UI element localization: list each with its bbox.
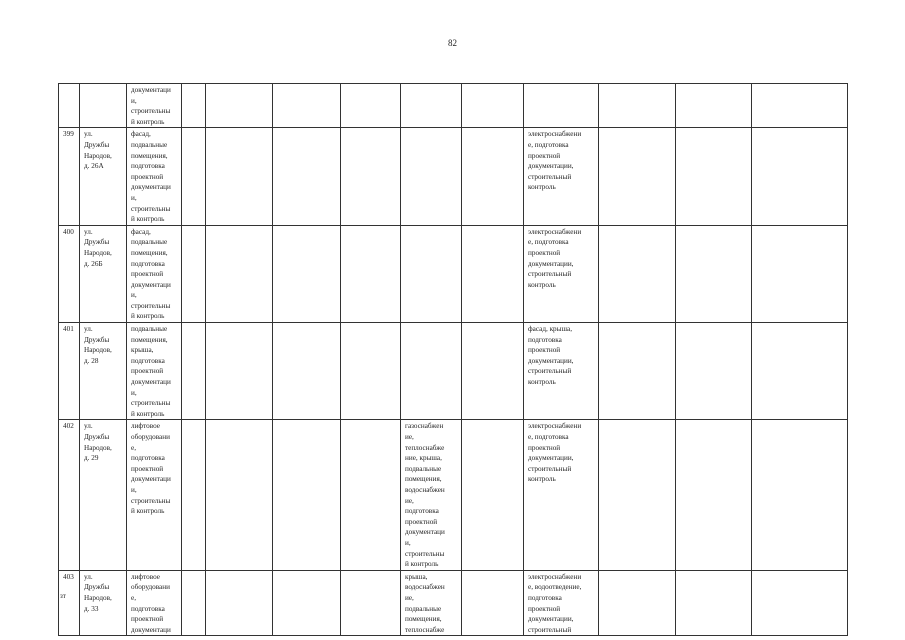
address-cell: ул. Дружбы Народов, д. 29 bbox=[80, 420, 127, 570]
work-type-cell bbox=[401, 128, 462, 225]
empty-cell bbox=[273, 84, 341, 128]
empty-cell bbox=[206, 128, 273, 225]
empty-cell bbox=[341, 420, 401, 570]
empty-cell bbox=[752, 84, 848, 128]
work-type-cell bbox=[524, 84, 599, 128]
empty-cell bbox=[273, 570, 341, 636]
empty-cell bbox=[273, 323, 341, 420]
repair-schedule-table bbox=[58, 83, 848, 636]
empty-cell bbox=[341, 128, 401, 225]
empty-cell bbox=[206, 570, 273, 636]
table-row bbox=[59, 420, 848, 570]
row-number-cell bbox=[59, 84, 80, 128]
work-type-cell: электроснабжени е, водоотведение, подготовка проектной документации, строительный bbox=[524, 570, 599, 636]
empty-cell bbox=[206, 420, 273, 570]
empty-cell bbox=[676, 570, 752, 636]
table-row bbox=[59, 225, 848, 322]
page-number: 82 bbox=[448, 38, 457, 48]
empty-cell bbox=[341, 225, 401, 322]
empty-cell bbox=[599, 323, 676, 420]
work-type-cell: фасад, подвальные помещения, подготовка проектной документаци и, строительны й контроль bbox=[127, 225, 182, 322]
empty-cell bbox=[676, 84, 752, 128]
work-type-cell: лифтовое оборудовани е, подготовка проектной документаци и, строительны й контроль bbox=[127, 420, 182, 570]
empty-cell bbox=[752, 225, 848, 322]
row-number-cell: 402 bbox=[59, 420, 80, 570]
empty-cell bbox=[752, 570, 848, 636]
address-cell: ул. Дружбы Народов, д. 33 bbox=[80, 570, 127, 636]
work-type-cell: электроснабжени е, подготовка проектной документации, строительный контроль bbox=[524, 225, 599, 322]
empty-cell bbox=[206, 225, 273, 322]
empty-cell bbox=[676, 323, 752, 420]
work-type-cell: документаци и, строительны й контроль bbox=[127, 84, 182, 128]
table-row bbox=[59, 84, 848, 128]
empty-cell bbox=[341, 84, 401, 128]
row-number-cell: 399 bbox=[59, 128, 80, 225]
work-type-cell: подвальные помещения, крыша, подготовка проектной документаци и, строительны й контроль bbox=[127, 323, 182, 420]
empty-cell bbox=[676, 225, 752, 322]
empty-cell bbox=[182, 225, 206, 322]
empty-cell bbox=[462, 84, 524, 128]
empty-cell bbox=[676, 420, 752, 570]
empty-cell bbox=[676, 128, 752, 225]
address-cell: ул. Дружбы Народов, д. 26Б bbox=[80, 225, 127, 322]
work-type-cell: фасад, подвальные помещения, подготовка проектной документаци и, строительны й контроль bbox=[127, 128, 182, 225]
address-cell: ул. Дружбы Народов, д. 26А bbox=[80, 128, 127, 225]
work-type-cell: лифтовое оборудовани е, подготовка проектной документаци bbox=[127, 570, 182, 636]
work-type-cell: электроснабжени е, подготовка проектной документации, строительный контроль bbox=[524, 420, 599, 570]
empty-cell bbox=[341, 323, 401, 420]
work-type-cell: газоснабжен ие, теплоснабже ние, крыша, подвальные помещения, водоснабжен ие, подготовка проектной документаци и, строительны й контроль bbox=[401, 420, 462, 570]
work-type-cell: электроснабжени е, подготовка проектной документации, строительный контроль bbox=[524, 128, 599, 225]
empty-cell bbox=[599, 84, 676, 128]
address-cell bbox=[80, 84, 127, 128]
empty-cell bbox=[341, 570, 401, 636]
empty-cell bbox=[206, 84, 273, 128]
empty-cell bbox=[462, 570, 524, 636]
empty-cell bbox=[273, 225, 341, 322]
empty-cell bbox=[462, 128, 524, 225]
work-type-cell bbox=[401, 84, 462, 128]
empty-cell bbox=[182, 84, 206, 128]
empty-cell bbox=[182, 570, 206, 636]
empty-cell bbox=[599, 128, 676, 225]
footer-mark: зт bbox=[60, 592, 66, 600]
row-number-cell: 403 bbox=[59, 570, 80, 636]
address-cell: ул. Дружбы Народов, д. 28 bbox=[80, 323, 127, 420]
empty-cell bbox=[599, 225, 676, 322]
empty-cell bbox=[182, 128, 206, 225]
table-row bbox=[59, 128, 848, 225]
empty-cell bbox=[752, 128, 848, 225]
work-type-cell: фасад, крыша, подготовка проектной документации, строительный контроль bbox=[524, 323, 599, 420]
empty-cell bbox=[462, 225, 524, 322]
empty-cell bbox=[599, 570, 676, 636]
empty-cell bbox=[273, 128, 341, 225]
work-type-cell bbox=[401, 225, 462, 322]
empty-cell bbox=[182, 323, 206, 420]
row-number-cell: 400 bbox=[59, 225, 80, 322]
table-row bbox=[59, 570, 848, 636]
empty-cell bbox=[752, 420, 848, 570]
row-number-cell: 401 bbox=[59, 323, 80, 420]
table-row bbox=[59, 323, 848, 420]
work-type-cell: крыша, водоснабжен ие, подвальные помещения, теплоснабже bbox=[401, 570, 462, 636]
empty-cell bbox=[182, 420, 206, 570]
work-type-cell bbox=[401, 323, 462, 420]
empty-cell bbox=[752, 323, 848, 420]
empty-cell bbox=[273, 420, 341, 570]
empty-cell bbox=[599, 420, 676, 570]
empty-cell bbox=[462, 323, 524, 420]
empty-cell bbox=[206, 323, 273, 420]
empty-cell bbox=[462, 420, 524, 570]
